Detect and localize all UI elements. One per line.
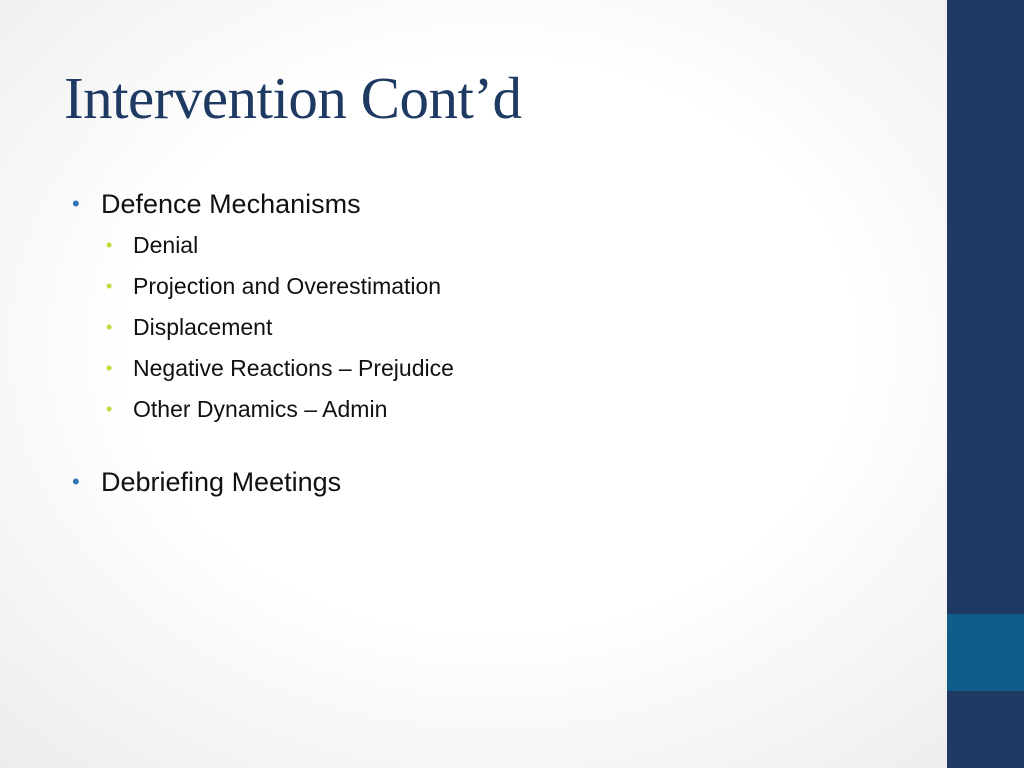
sub-bullet-marker: • (106, 276, 113, 296)
sub-bullet-text: Displacement (133, 314, 273, 340)
spacer (72, 430, 932, 462)
bullet-text: Defence Mechanisms (101, 189, 361, 219)
bullet-marker: • (72, 191, 80, 216)
sub-bullet-marker: • (106, 317, 113, 337)
sub-bullet-text: Projection and Overestimation (133, 273, 442, 299)
bullet-text: Debriefing Meetings (101, 467, 342, 497)
bullet-defence-mechanisms (72, 184, 932, 224)
bullet-debriefing-meetings (72, 462, 932, 502)
side-accent-block (947, 614, 1024, 691)
sub-bullet-marker: • (106, 358, 113, 378)
side-decoration-bar (947, 0, 1024, 768)
slide-title: Intervention Cont’d (64, 65, 522, 131)
sub-bullet-text: Denial (133, 232, 199, 258)
slide-content (72, 184, 932, 502)
bullet-marker: • (72, 469, 80, 494)
sub-bullet-item (106, 348, 932, 389)
sub-bullet-text: Negative Reactions – Prejudice (133, 355, 454, 381)
sub-bullet-text: Other Dynamics – Admin (133, 396, 388, 422)
sub-bullet-item (106, 266, 932, 307)
sub-bullet-item (106, 307, 932, 348)
sub-bullet-item (106, 389, 932, 430)
sub-bullet-marker: • (106, 399, 113, 419)
sub-bullet-marker: • (106, 235, 113, 255)
sub-bullet-item (106, 225, 932, 266)
sub-bullet-list (72, 225, 932, 430)
